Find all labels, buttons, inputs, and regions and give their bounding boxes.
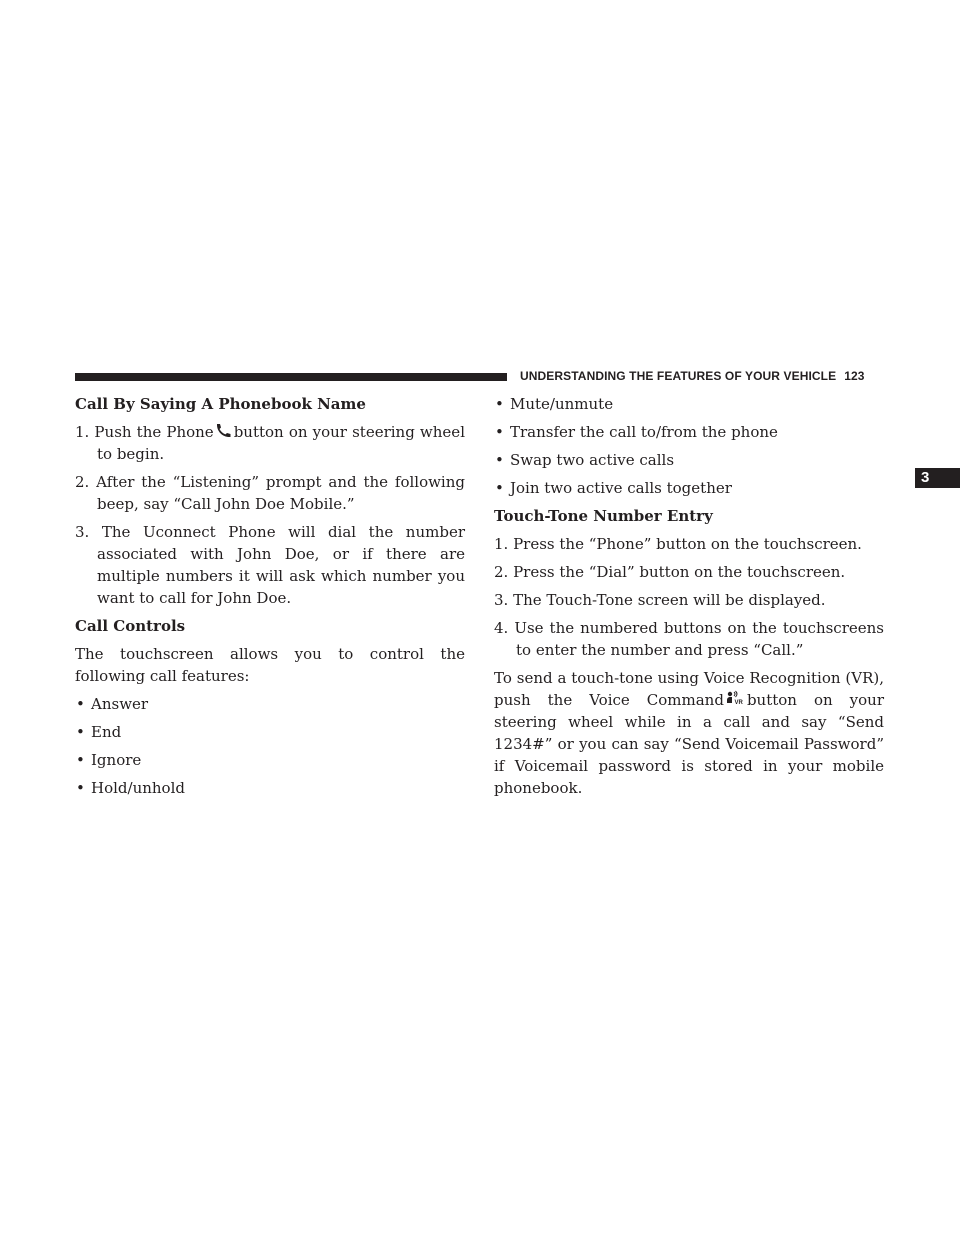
running-header-title: UNDERSTANDING THE FEATURES OF YOUR VEHICLE — [520, 369, 837, 383]
voice-command-icon — [725, 690, 745, 706]
right-column — [494, 393, 884, 805]
tt-step-3: 3. The Touch-Tone screen will be displayed. — [494, 591, 826, 609]
heading-call-controls: Call Controls — [75, 617, 186, 635]
list-item: • Mute/unmute — [494, 393, 884, 415]
step-2: 2. After the “Listening” prompt and the following beep, say “Call John Doe Mobile.” — [75, 473, 465, 513]
list-item: • End — [75, 721, 465, 743]
tt-step-4: 4. Use the numbered buttons on the touchscreens to enter the number and press “Call.” — [494, 619, 884, 659]
list-item: • Ignore — [75, 749, 465, 771]
chapter-tab — [915, 468, 960, 488]
heading-call-by-name: Call By Saying A Phonebook Name — [75, 395, 366, 413]
call-controls-intro: The touchscreen allows you to control the following call features: — [75, 645, 465, 685]
heading-touch-tone: Touch-Tone Number Entry — [494, 507, 713, 525]
tt-step-2: 2. Press the “Dial” button on the touchscreen. — [494, 563, 846, 581]
vr-text-b: button on your steering wheel while in a call and say “Send 1234#” or you can say “Send Voicemail Password” if Voicemail password is stored in your mobile phonebook. — [494, 691, 884, 797]
list-item: • Join two active calls together — [494, 477, 884, 499]
step-1-text-a: 1. Push the Phone — [75, 423, 214, 441]
step-1-text-b: button on your steering wheel to begin. — [97, 423, 465, 463]
chapter-tab-number: 3 — [921, 469, 930, 486]
phone-icon — [215, 423, 232, 438]
header-rule — [75, 373, 507, 381]
left-column — [75, 393, 465, 805]
list-item: • Swap two active calls — [494, 449, 884, 471]
page-number: 123 — [844, 369, 865, 383]
tt-step-1: 1. Press the “Phone” button on the touchscreen. — [494, 535, 862, 553]
list-item: • Transfer the call to/from the phone — [494, 421, 884, 443]
list-item: • Hold/unhold — [75, 777, 465, 799]
vr-text-a: To send a touch-tone using Voice Recognition (VR), push the Voice Command — [494, 669, 884, 709]
svg-text:VR: VR — [734, 700, 743, 706]
running-header — [520, 369, 865, 383]
step-1 — [75, 421, 465, 465]
list-item: • Answer — [75, 693, 465, 715]
vr-paragraph — [494, 667, 884, 799]
step-3: 3. The Uconnect Phone will dial the number associated with John Doe, or if there are multiple numbers it will ask which number you want to call for John Doe. — [75, 523, 465, 607]
